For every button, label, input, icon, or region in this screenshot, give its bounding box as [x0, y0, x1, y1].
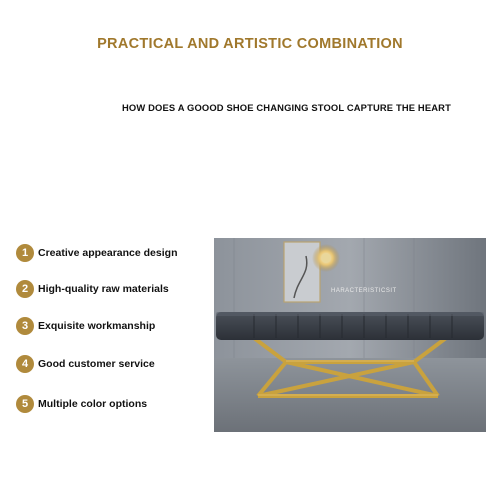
feature-item-1: [16, 243, 177, 263]
feature-label: Exquisite workmanship: [38, 320, 156, 332]
feature-item-2: [16, 279, 169, 299]
feature-label: Good customer service: [38, 358, 155, 370]
feature-label: Multiple color options: [38, 398, 148, 410]
page-title: PRACTICAL AND ARTISTIC COMBINATION: [97, 36, 403, 52]
number-badge: 4: [16, 355, 34, 373]
number-badge: 1: [16, 244, 34, 262]
product-photo: [214, 238, 486, 432]
lamp-bulb: [321, 253, 331, 263]
feature-item-3: [16, 316, 155, 336]
number-badge: 3: [16, 317, 34, 335]
feature-label: Creative appearance design: [38, 247, 178, 259]
feature-item-5: [16, 394, 147, 414]
number-badge: 5: [16, 395, 34, 413]
bench-illustration: [214, 238, 486, 432]
feature-item-4: [16, 354, 155, 374]
number-badge: 2: [16, 280, 34, 298]
page-subtitle: HOW DOES A GOOOD SHOE CHANGING STOOL CAPTURE THE HEART: [122, 102, 451, 113]
photo-overlay-text: HARACTERISTICSIT: [331, 288, 397, 294]
feature-label: High-quality raw materials: [38, 283, 169, 295]
bench-seat: [216, 312, 484, 340]
